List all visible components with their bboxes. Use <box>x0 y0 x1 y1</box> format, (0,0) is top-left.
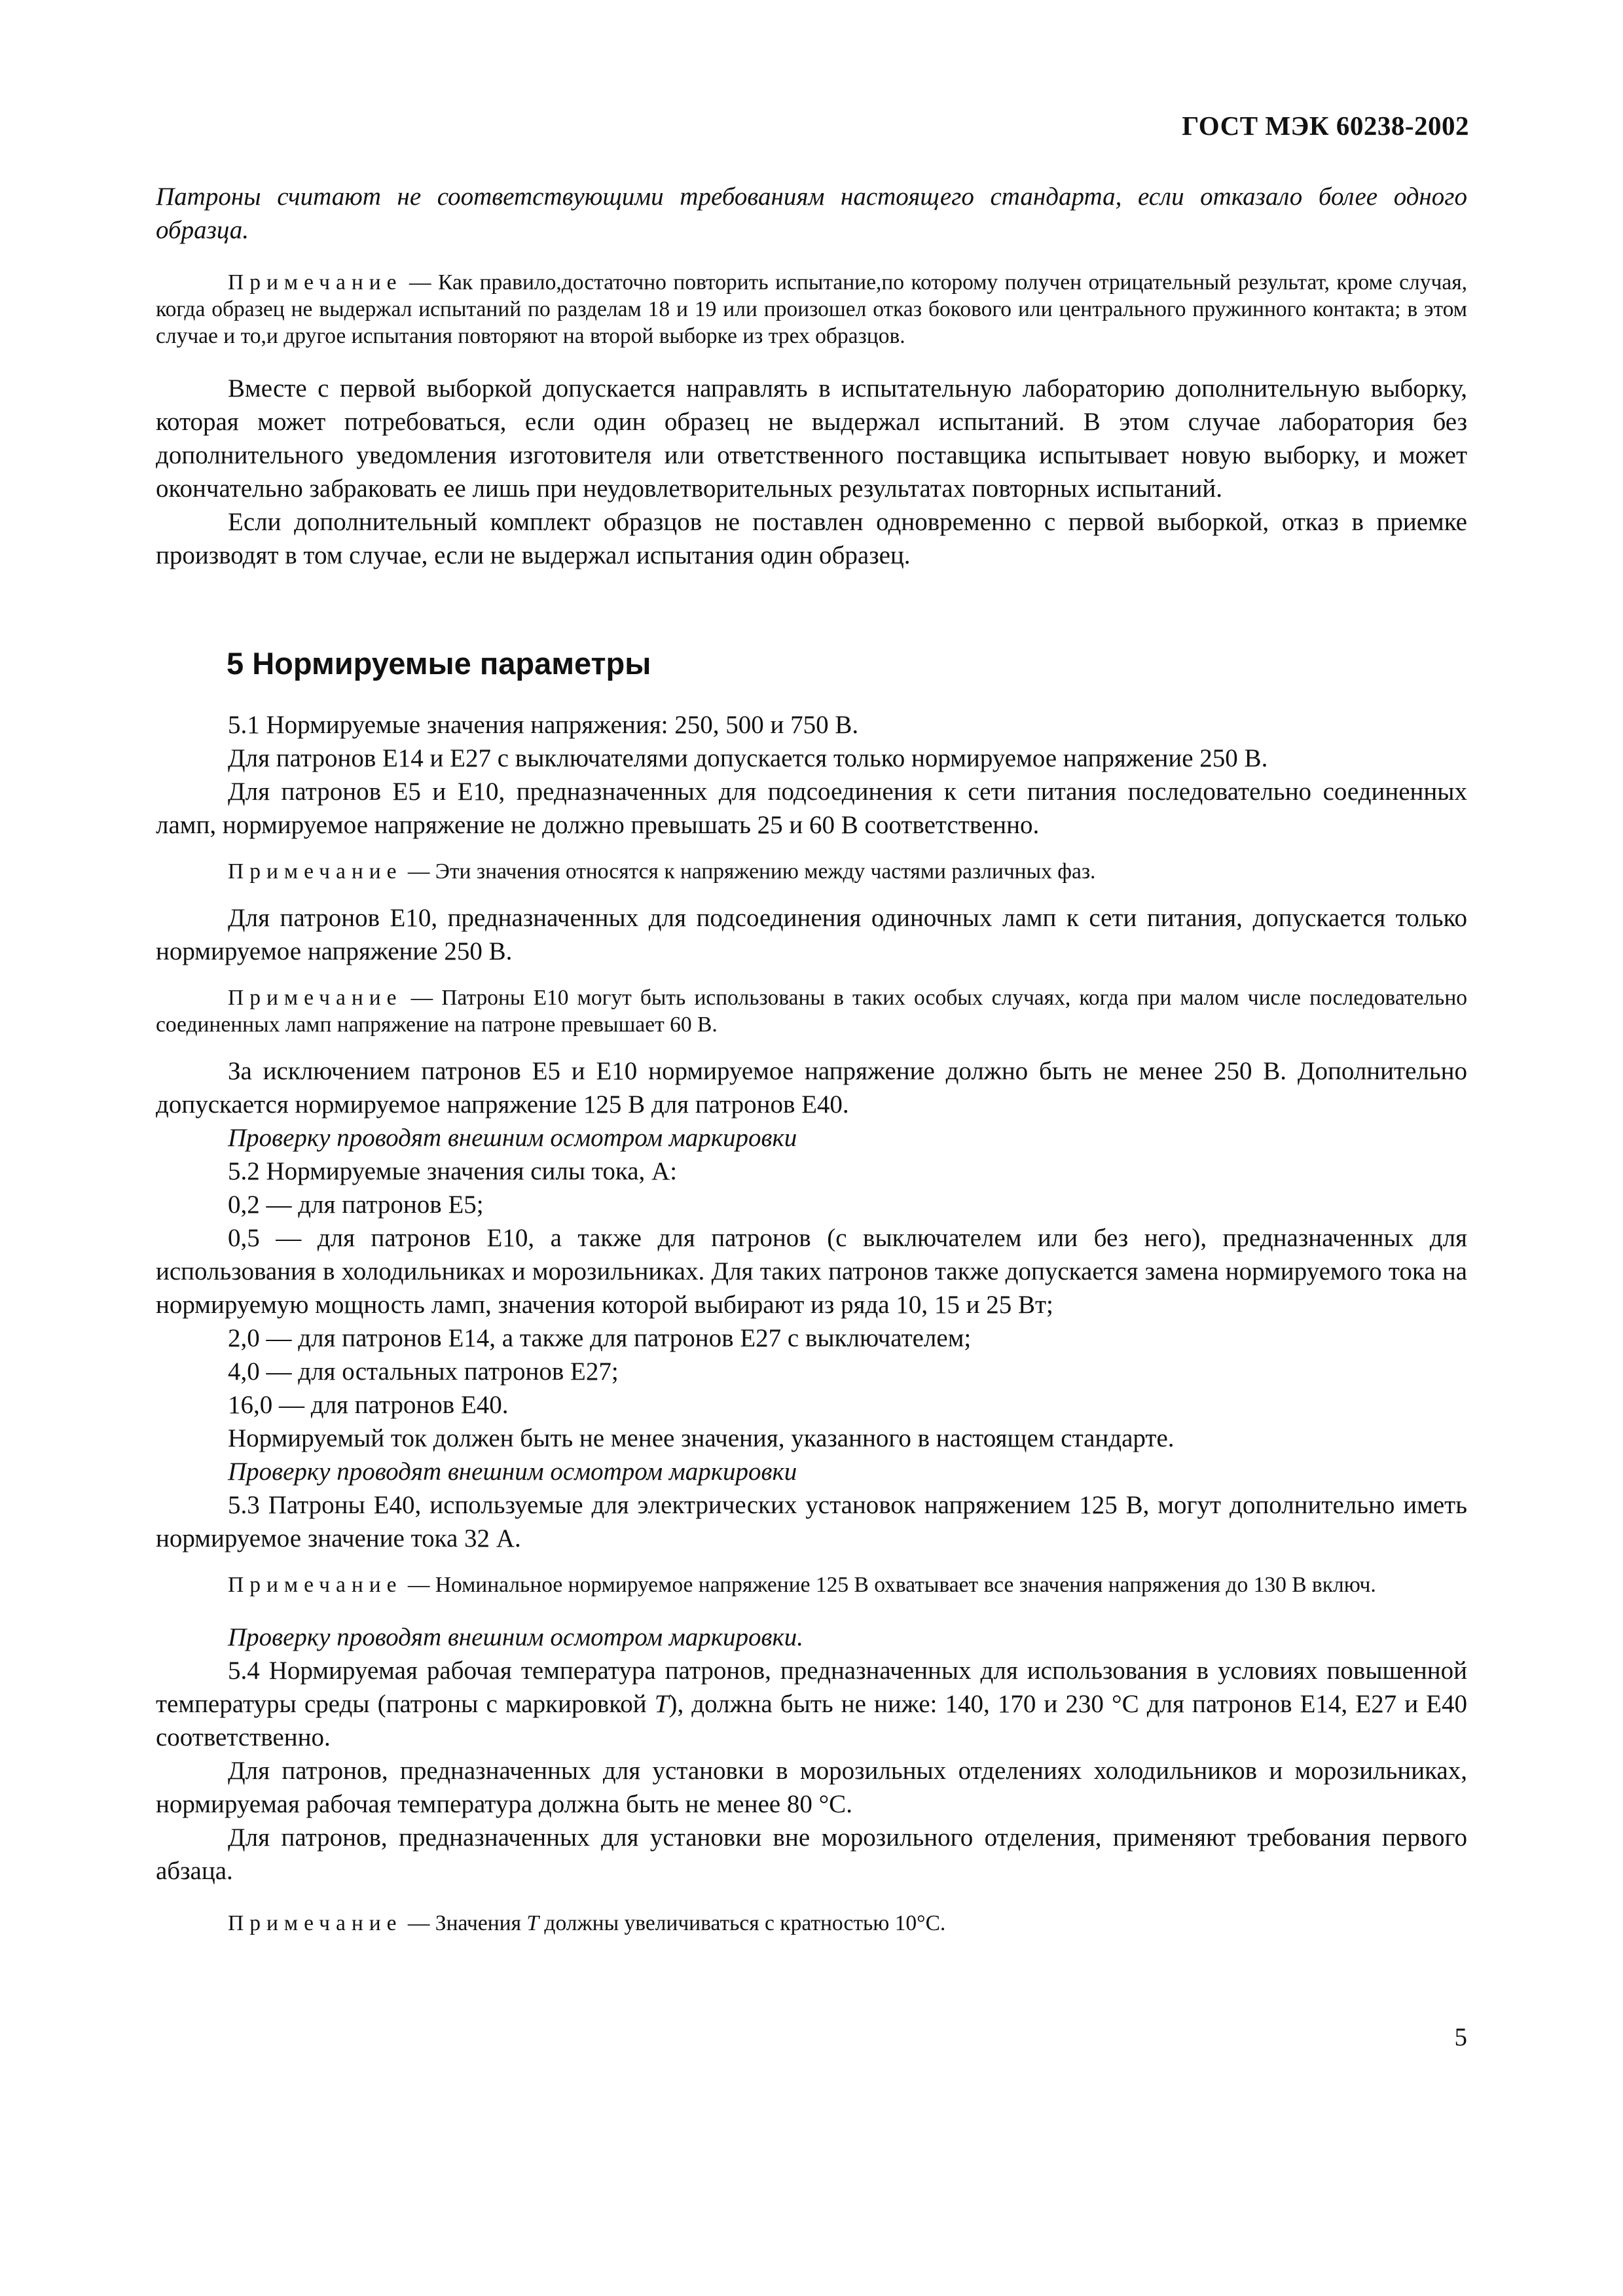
paragraph: Если дополнительный комплект образцов не поставлен одновременно с первой выборкой, отказ в приемке производят в том случае, если не выдержал испытания один образец. <box>156 508 1467 569</box>
list-item: 2,0 — для патронов Е14, а также для патронов Е27 с выключателем; <box>228 1324 972 1352</box>
note-text: — Патроны Е10 могут быть использованы в таких особых случаях, когда при малом числе последовательно соединенных ламп напряжение на патроне превышает 60 В. <box>156 986 1467 1037</box>
note-label: Примечание <box>228 1573 403 1597</box>
document-header: ГОСТ МЭК 60238-2002 <box>1182 111 1469 141</box>
note-text: — Эти значения относятся к напряжению между частями различных фаз. <box>402 859 1096 884</box>
italic-paragraph: Патроны считают не соответствующими требованиям настоящего стандарта, если отказало более одного образца. <box>156 183 1467 244</box>
list-item: 16,0 — для патронов Е40. <box>228 1391 509 1419</box>
paragraph: Нормируемый ток должен быть не менее значения, указанного в настоящем стандарте. <box>228 1424 1175 1452</box>
paragraph-5-1: 5.1 Нормируемые значения напряжения: 250, 500 и 750 В. <box>228 711 859 739</box>
check-note: Проверку проводят внешним осмотром маркировки <box>228 1124 797 1152</box>
note-3 <box>156 984 1467 1038</box>
section-title: 5 Нормируемые параметры <box>227 646 651 681</box>
paragraph: Для патронов Е10, предназначенных для подсоединения одиночных ламп к сети питания, допускается только нормируемое напряжение 250 В. <box>156 904 1467 965</box>
paragraph: Для патронов, предназначенных для установки вне морозильного отделения, применяют требования первого абзаца. <box>156 1823 1467 1885</box>
paragraph-5-4: 5.4 Нормируемая рабочая температура патронов, предназначенных для использования в условиях повышенной температуры среды (патроны с маркировкой T), должна быть не ниже: 140, 170 и 230 °С для патронов Е14, Е27 и Е40 соответственно. <box>156 1657 1467 1751</box>
list-item: 4,0 — для остальных патронов Е27; <box>228 1357 619 1386</box>
list-item: 0,5 — для патронов Е10, а также для патронов (с выключателем или без него), предназначенных для использования в холодильниках и морозильниках. Для таких патронов также допускается замена нормируемого тока на нормируемую мощность ламп, значения которой выбирают из ряда 10, 15 и 25 Вт; <box>156 1224 1467 1319</box>
note-2 <box>156 858 1467 885</box>
note-text: — Как правило,достаточно повторить испытание,по которому получен отрицательный результат, кроме случая, когда образец не выдержал испытаний по разделам 18 и 19 или произошел отказ бокового или центрального пружинного контакта; в этом случае и то,и другое испытания повторяют на второй выборке из трех образцов. <box>156 270 1467 348</box>
paragraph: Вместе с первой выборкой допускается направлять в испытательную лабораторию дополнительную выборку, которая может потребоваться, если один образец не выдержал испытаний. В этом случае лаборатория без дополнительного уведомления изготовителя или ответственного поставщика испытывает новую выборку, и может окончательно забраковать ее лишь при неудовлетворительных результатах повторных испытаний. <box>156 374 1467 503</box>
note-label: Примечание <box>228 1911 403 1935</box>
note-5: Примечание — Значения T должны увеличиваться с кратностью 10°С. <box>228 1911 946 1935</box>
paragraph: За исключением патронов Е5 и Е10 нормируемое напряжение должно быть не менее 250 В. Дополнительно допускается нормируемое напряжение 125 В для патронов Е40. <box>156 1057 1467 1119</box>
note-label: Примечание <box>228 859 403 884</box>
paragraph: Для патронов Е5 и Е10, предназначенных для подсоединения к сети питания последовательно соединенных ламп, нормируемое напряжение не должно превышать 25 и 60 В соответственно. <box>156 778 1467 839</box>
page-number: 5 <box>1454 2023 1467 2051</box>
page-content <box>156 180 1467 1937</box>
note-label: Примечание <box>228 986 403 1010</box>
check-note: Проверку проводят внешним осмотром маркировки. <box>228 1623 803 1651</box>
check-note: Проверку проводят внешним осмотром маркировки <box>228 1458 797 1486</box>
paragraph: Для патронов, предназначенных для установки в морозильных отделениях холодильников и морозильниках, нормируемая рабочая температура должна быть не менее 80 °С. <box>156 1757 1467 1818</box>
paragraph: Для патронов Е14 и Е27 с выключателями допускается только нормируемое напряжение 250 В. <box>228 744 1268 772</box>
list-item: 0,2 — для патронов Е5; <box>228 1191 484 1219</box>
note-label: Примечание <box>228 270 403 295</box>
paragraph-5-3: 5.3 Патроны Е40, используемые для электрических установок напряжением 125 В, могут дополнительно иметь нормируемое значение тока 32 А. <box>156 1491 1467 1552</box>
paragraph-5-2: 5.2 Нормируемые значения силы тока, А: <box>228 1157 678 1185</box>
note-1 <box>156 269 1467 350</box>
note-4 <box>156 1571 1467 1598</box>
note-text: — Номинальное нормируемое напряжение 125 В охватывает все значения напряжения до 130 В включ. <box>402 1573 1376 1597</box>
